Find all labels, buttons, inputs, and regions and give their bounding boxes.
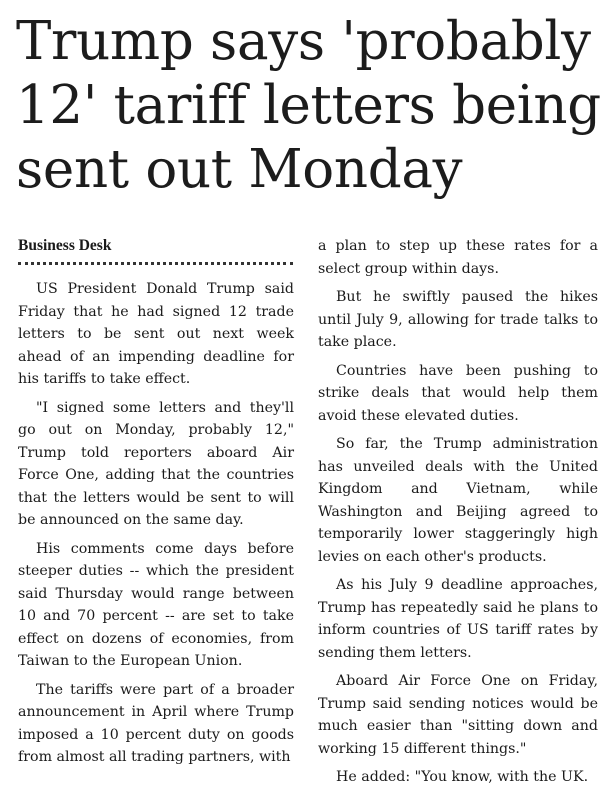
- paragraph: He added: "You know, with the UK.: [336, 769, 589, 785]
- byline: Business Desk: [18, 237, 112, 254]
- paragraph: Countries have been pushing to strike deals that would help them avoid these elevated duties.: [318, 362, 598, 424]
- paragraph: His comments come days before steeper duties -- which the president said Thursday would range between 10 and 70 percent -- are set to take effect on dozens of economies, from Taiwan to the European Union.: [18, 540, 294, 669]
- paragraph: The tariffs were part of a broader announcement in April where Trump imposed a 10 percent duty on goods from almost all trading partners, with: [18, 681, 294, 765]
- byline-divider: [18, 262, 293, 265]
- paragraph: As his July 9 deadline approaches, Trump has repeatedly said he plans to inform countries of US tariff rates by sending them letters.: [318, 577, 598, 661]
- paragraph: So far, the Trump administration has unveiled deals with the United Kingdom and Vietnam, while Washington and Beijing agreed to temporarily lower staggeringly high levies on each other's products.: [318, 436, 598, 565]
- article-column-1: [18, 278, 294, 775]
- paragraph-continuation: a plan to step up these rates for a select group within days.: [318, 238, 598, 277]
- paragraph: Aboard Air Force One on Friday, Trump said sending notices would be much easier than "sitting down and working 15 different things.": [318, 673, 598, 757]
- article-column-2: [318, 235, 598, 795]
- paragraph: But he swiftly paused the hikes until July 9, allowing for trade talks to take place.: [318, 289, 598, 350]
- headline: Trump says 'probably 12' tariff letters being sent out Monday: [16, 11, 601, 200]
- paragraph: "I signed some letters and they'll go out on Monday, probably 12," Trump told reporters aboard Air Force One, adding that the countries that the letters would be sent to will be announced on the same day.: [18, 399, 294, 528]
- paragraph: US President Donald Trump said Friday that he had signed 12 trade letters to be sent out next week ahead of an impending deadline for his tariffs to take effect.: [18, 281, 294, 387]
